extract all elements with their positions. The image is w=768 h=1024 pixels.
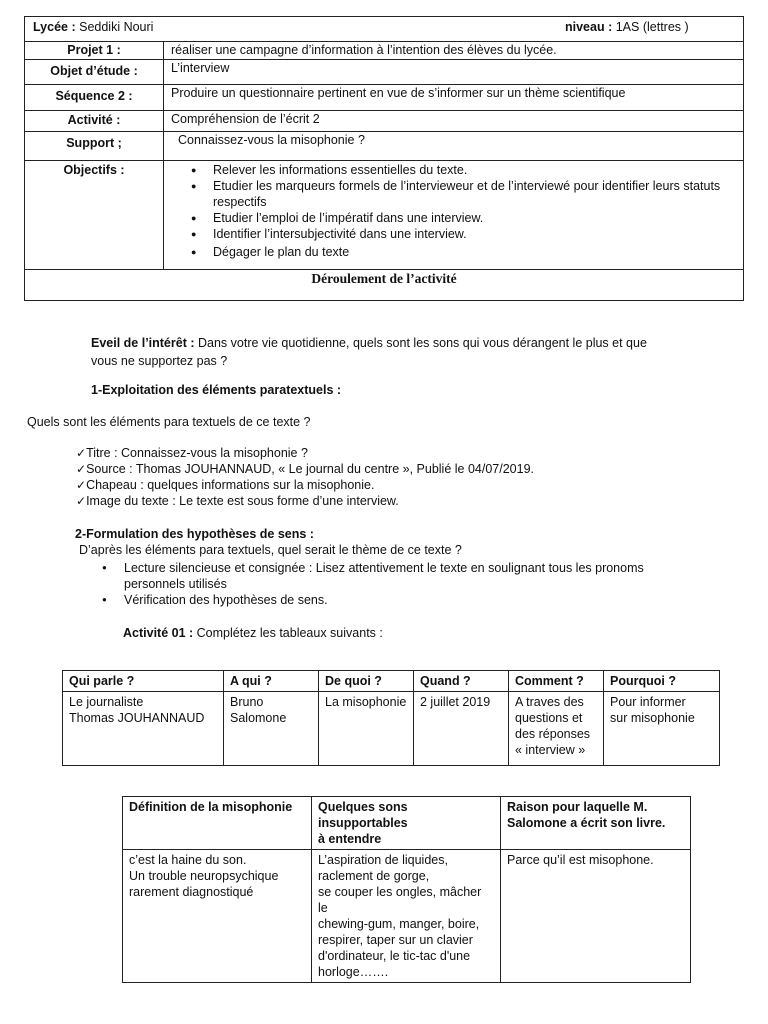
header-row-projet xyxy=(25,42,743,60)
section1-heading: 1-Exploitation des éléments paratextuels : xyxy=(91,383,342,397)
header-row-support xyxy=(25,132,743,161)
header-row-objectifs xyxy=(25,161,743,270)
eveil-paragraph xyxy=(91,334,691,370)
niveau-label: niveau : xyxy=(565,20,613,34)
eveil-label: Eveil de l’intérêt : xyxy=(91,336,195,350)
header-table xyxy=(24,16,744,301)
table-header-cell: Quelques sons insupportables à entendre xyxy=(312,797,501,850)
lycee-label: Lycée : xyxy=(33,20,76,34)
table-cell: Le journaliste Thomas JOUHANNAUD xyxy=(63,692,224,766)
table-cell: L’aspiration de liquides, raclement de gorge, se couper les ongles, mâcher le chewing-gum, manger, boire, respirer, taper sur un clavier d'ordinateur, le tic-tac d'une horloge……. xyxy=(312,850,501,983)
lycee-value: Seddiki Nouri xyxy=(79,20,154,34)
objectifs-list xyxy=(187,162,737,260)
table-header-cell: A qui ? xyxy=(224,671,319,692)
table-header-row xyxy=(63,671,720,692)
activite-label: Activité : xyxy=(67,113,121,127)
table-cell: 2 juillet 2019 xyxy=(414,692,509,766)
objectifs-list-wrap xyxy=(187,162,737,260)
table-cell: Bruno Salomone xyxy=(224,692,319,766)
table-cell: Parce qu’il est misophone. xyxy=(501,850,691,983)
paratext-checklist xyxy=(54,445,734,509)
table-cell: Pour informer sur misophonie xyxy=(604,692,720,766)
table-header-row xyxy=(123,797,691,850)
list-item: ● Etudier l’emploi de l’impératif dans une interview. xyxy=(187,210,737,226)
projet-label: Projet 1 : xyxy=(67,43,121,57)
support-value: Connaissez-vous la misophonie ? xyxy=(178,133,365,147)
table-row xyxy=(123,850,691,983)
table-header-cell: Quand ? xyxy=(414,671,509,692)
objet-label: Objet d’étude : xyxy=(50,64,138,78)
header-row-lycee xyxy=(25,17,743,42)
list-item: ● Relever les informations essentielles du texte. xyxy=(187,162,737,178)
table-header-cell: Qui parle ? xyxy=(63,671,224,692)
table-header-cell: Comment ? xyxy=(509,671,604,692)
header-row-activite xyxy=(25,111,743,132)
header-row-objet xyxy=(25,60,743,85)
objet-value: L’interview xyxy=(171,61,230,75)
header-row-sequence xyxy=(25,85,743,111)
table-misophonie xyxy=(122,796,691,983)
table-cell: c’est la haine du son. Un trouble neuropsychique rarement diagnostiqué xyxy=(123,850,312,983)
list-item: ✓ Chapeau : quelques informations sur la misophonie. xyxy=(54,477,734,493)
section2-heading: 2-Formulation des hypothèses de sens : xyxy=(75,527,314,541)
table-cell: A traves des questions et des réponses « interview » xyxy=(509,692,604,766)
table-cell: La misophonie xyxy=(319,692,414,766)
table-communication xyxy=(62,670,720,766)
hypothesis-bullets xyxy=(98,560,678,608)
list-item: ● Dégager le plan du texte xyxy=(187,244,737,260)
sequence-value: Produire un questionnaire pertinent en vue de s’informer sur un thème scientifique xyxy=(171,86,626,100)
list-item: ● Vérification des hypothèses de sens. xyxy=(98,592,678,608)
eveil-text-2: vous ne supportez pas ? xyxy=(91,354,228,368)
list-item: ✓ Image du texte : Le texte est sous forme d’une interview. xyxy=(54,493,734,509)
list-item: ✓ Source : Thomas JOUHANNAUD, « Le journal du centre », Publié le 04/07/2019. xyxy=(54,461,734,477)
projet-value: réaliser une campagne d’information à l’intention des élèves du lycée. xyxy=(171,43,557,57)
table-header-cell: Définition de la misophonie xyxy=(123,797,312,850)
question2: D’après les éléments para textuels, quel serait le thème de ce texte ? xyxy=(79,543,462,557)
activite01-label: Activité 01 : xyxy=(123,626,194,640)
list-item: ✓ Titre : Connaissez-vous la misophonie ? xyxy=(54,445,734,461)
list-item: ● Etudier les marqueurs formels de l’intervieweur et de l’interviewé pour identifier leurs statuts respectifs xyxy=(187,178,737,210)
support-label: Support ; xyxy=(66,136,122,150)
list-item: ● Identifier l’intersubjectivité dans une interview. xyxy=(187,226,737,242)
table-header-cell: Raison pour laquelle M. Salomone a écrit son livre. xyxy=(501,797,691,850)
objectifs-label: Objectifs : xyxy=(63,163,125,177)
activite-instruction xyxy=(123,626,383,640)
deroulement-title: Déroulement de l’activité xyxy=(311,271,457,286)
table-row xyxy=(63,692,720,766)
sequence-label: Séquence 2 : xyxy=(55,89,133,103)
table-header-cell: De quoi ? xyxy=(319,671,414,692)
list-item: ● Lecture silencieuse et consignée : Lisez attentivement le texte en soulignant tous les pronoms personnels utilisés xyxy=(98,560,678,592)
activite01-text: Complétez les tableaux suivants : xyxy=(196,626,383,640)
niveau-value: 1AS (lettres ) xyxy=(615,20,689,34)
activite-value: Compréhension de l’écrit 2 xyxy=(171,112,320,126)
table-header-cell: Pourquoi ? xyxy=(604,671,720,692)
question1: Quels sont les éléments para textuels de ce texte ? xyxy=(27,415,311,429)
eveil-text: Dans votre vie quotidienne, quels sont les sons qui vous dérangent le plus et que xyxy=(198,336,647,350)
